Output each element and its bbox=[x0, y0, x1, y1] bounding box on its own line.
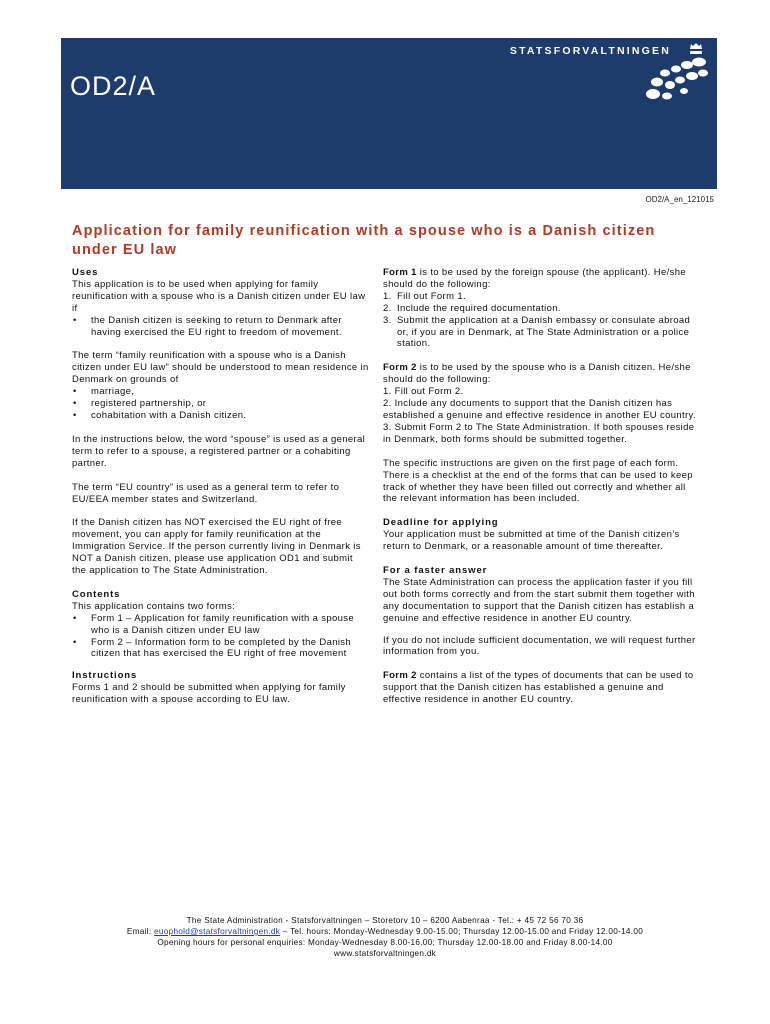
form2-list-text: contains a list of the types of documents that can be used to support that the Danish citizen has established a genuine and effective residence in another EU country. bbox=[383, 670, 694, 706]
deadline-heading: Deadline for applying bbox=[383, 517, 499, 529]
specific-instructions-text: The specific instructions are given on the first page of each form. There is a checklist at the end of the forms that can be used to keep track of whether they have been filled out correctly and whether all the relevant information has been included. bbox=[383, 457, 693, 505]
contents-heading: Contents bbox=[72, 588, 121, 600]
list-item: • registered partnership, or bbox=[72, 398, 370, 410]
form2-list-label: Form 2 bbox=[383, 670, 417, 682]
form2-step-1: 1. Fill out Form 2. bbox=[383, 386, 464, 398]
footer-address: The State Administration - Statsforvaltningen – Storetorv 10 – 6200 Aabenraa - Tel.: + 45 72 56 70 36 bbox=[186, 916, 584, 925]
email-link[interactable]: euophold@statsforvaltningen.dk bbox=[154, 927, 281, 936]
uses-heading: Uses bbox=[72, 267, 99, 278]
term-text: The term “family reunification with a spouse who is a Danish citizen under EU law” should be understood to mean residence in Denmark on grounds of bbox=[72, 350, 369, 386]
form-code: OD2/A bbox=[70, 71, 157, 101]
grounds-list bbox=[72, 386, 370, 422]
form2-intro: is to be used by the spouse who is a Danish citizen. He/she should do the following: bbox=[383, 362, 691, 386]
form1-intro: is to be used by the foreign spouse (the applicant). He/she should do the following: bbox=[383, 267, 686, 290]
list-item: • Form 2 – Information form to be completed by the Danish citizen that has exercised the EU right of free movement bbox=[72, 637, 370, 661]
form1-label: Form 1 bbox=[383, 267, 417, 278]
list-item: • marriage, bbox=[72, 386, 370, 398]
document-id: OD2/A_en_121015 bbox=[645, 195, 714, 204]
right-column bbox=[383, 267, 698, 706]
form2-label: Form 2 bbox=[383, 362, 417, 374]
uses-list bbox=[72, 315, 370, 339]
deadline-text: Your application must be submitted at time of the Danish citizen’s return to Denmark, or a reasonable amount of time thereafter. bbox=[383, 529, 680, 553]
list-item: 1. Fill out Form 1. bbox=[383, 290, 466, 302]
form1-steps bbox=[383, 291, 698, 351]
instructions-text: Forms 1 and 2 should be submitted when applying for family reunification with a spouse according to EU law. bbox=[72, 682, 346, 706]
not-exercised-text: If the Danish citizen has NOT exercised the EU right of free movement, you can apply for family reunification at the Immigration Service. If the person currently living in Denmark is NOT a Danish citizen, please use application OD1 and submit the application to The State Administration. bbox=[72, 517, 361, 577]
list-item: • Form 1 – Application for family reunification with a spouse who is a Danish citizen under EU law bbox=[72, 613, 370, 637]
left-column bbox=[72, 267, 370, 706]
uses-text: This application is to be used when applying for family reunification with a spouse who is a Danish citizen under EU law if bbox=[72, 278, 366, 314]
spouse-text: In the instructions below, the word “spouse” is used as a general term to refer to a spouse, a registered partner or a cohabiting partner. bbox=[72, 433, 366, 469]
footer-website[interactable]: www.statsforvaltningen.dk bbox=[333, 949, 437, 958]
list-item: 2. Include the required documentation. bbox=[383, 302, 561, 314]
crown-logo-icon bbox=[637, 42, 709, 104]
form2-list-paragraph bbox=[383, 670, 698, 706]
list-item: 3. Submit the application at a Danish embassy or consulate abroad or, if you are in Denmark, at The State Administration or a police station. bbox=[383, 314, 691, 350]
footer-contact: Email: euophold@statsforvaltningen.dk – Tel. hours: Monday-Wednesday 9.00-15.00; Thursday 12.00-15.00 and Friday 12.00-14.00 bbox=[126, 927, 644, 936]
page-title: Application for family reunification with a spouse who is a Danish citizen under EU law bbox=[72, 223, 656, 258]
form1-paragraph bbox=[383, 267, 698, 291]
eu-country-text: The term “EU country” is used as a general term to refer to EU/EEA member states and Switzerland. bbox=[72, 481, 340, 505]
faster-heading: For a faster answer bbox=[383, 565, 488, 577]
list-item: • the Danish citizen is seeking to return to Denmark after having exercised the EU right to freedom of movement. bbox=[72, 315, 370, 339]
brand-name: STATSFORVALTNINGEN bbox=[509, 45, 671, 57]
footer bbox=[61, 915, 709, 959]
instructions-heading: Instructions bbox=[72, 670, 138, 682]
contents-list bbox=[72, 613, 370, 661]
form2-step-3: 3. Submit Form 2 to The State Administration. If both spouses reside in Denmark, both forms should be submitted together. bbox=[383, 421, 695, 445]
form2-paragraph bbox=[383, 362, 698, 386]
list-item: • cohabitation with a Danish citizen. bbox=[72, 410, 370, 422]
contents-text: This application contains two forms: bbox=[72, 600, 236, 612]
insufficient-text: If you do not include sufficient documentation, we will request further information from you. bbox=[383, 634, 696, 658]
faster-text: The State Administration can process the application faster if you fill out both forms correctly and from the start submit them together with any documentation to support that the Danish citizen has establish a genuine and effective residence in another EU country. bbox=[383, 576, 695, 624]
form2-step-2: 2. Include any documents to support that the Danish citizen has established a genuine and effective residence in another EU country. bbox=[383, 398, 696, 421]
header-banner bbox=[61, 38, 717, 189]
footer-opening-hours: Opening hours for personal enquiries: Monday-Wednesday 8.00-16.00; Thursday 12.00-18.00 and Friday 8.00-14.00 bbox=[157, 938, 613, 947]
